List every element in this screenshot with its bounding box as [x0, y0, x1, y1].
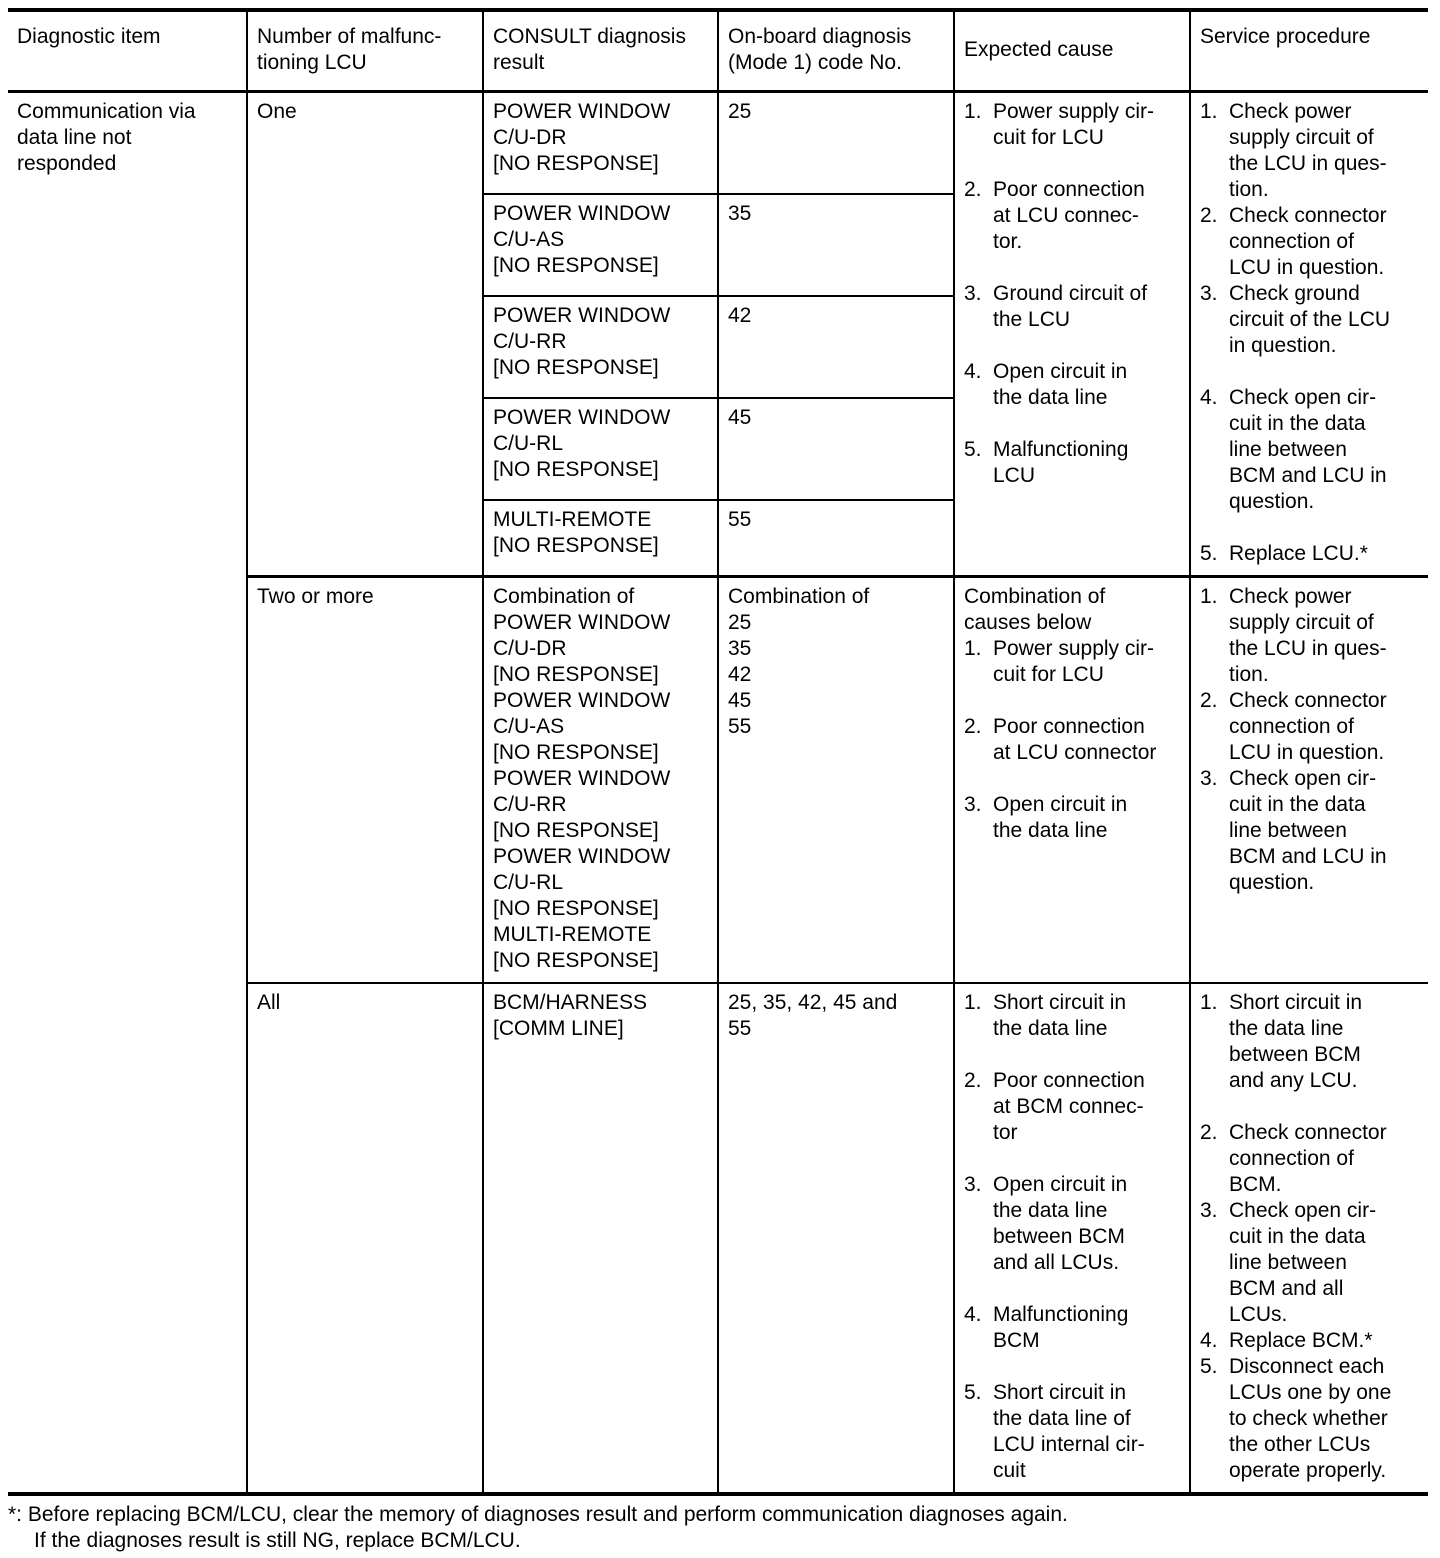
consult-result-cell: MULTI-REMOTE [NO RESPONSE]: [483, 500, 718, 577]
consult-result-cell: Combination of POWER WINDOW C/U-DR [NO RESPONSE] POWER WINDOW C/U-AS [NO RESPONSE] POWER WINDOW C/U-RR [NO RESPONSE] POWER WINDOW C/U-RL [NO RESPONSE] MULTI-REMOTE [NO RESPONSE]: [483, 577, 718, 984]
header-expected-cause: Expected cause: [954, 10, 1190, 92]
footnote-line-1: *: Before replacing BCM/LCU, clear the memory of diagnoses result and perform communication diagnoses again.: [8, 1503, 1068, 1526]
list-item: 2. Check connector connection of LCU in question.: [1200, 689, 1387, 764]
list-item: 1. Power supply cir- cuit for LCU: [964, 100, 1155, 149]
procedure-list: [1200, 99, 1420, 567]
lcu-count-one: One: [247, 92, 483, 577]
code-cell: 42: [718, 296, 954, 398]
header-number-lcu: Number of malfunc- tioning LCU: [247, 10, 483, 92]
cause-list: [964, 990, 1181, 1484]
header-service-procedure: Service procedure: [1190, 10, 1428, 92]
lcu-count-all: All: [247, 983, 483, 1494]
footnote: [8, 1502, 1428, 1554]
list-item: 4. Open circuit in the data line: [964, 360, 1128, 409]
expected-cause-cell: [954, 983, 1190, 1494]
list-item: 3. Check open cir- cuit in the data line between BCM and LCU in question.: [1200, 767, 1387, 894]
list-item: 5. Short circuit in the data line of LCU internal cir- cuit: [964, 1381, 1145, 1482]
code-cell: Combination of 25 35 42 45 55: [718, 577, 954, 984]
consult-result-cell: POWER WINDOW C/U-RR [NO RESPONSE]: [483, 296, 718, 398]
service-procedure-cell: [1190, 983, 1428, 1494]
list-item: 2. Poor connection at LCU connector: [964, 715, 1157, 764]
header-diagnostic-item: Diagnostic item: [8, 10, 247, 92]
document-page: [8, 8, 1428, 1554]
code-cell: 45: [718, 398, 954, 500]
expected-cause-cell: [954, 92, 1190, 577]
list-item: 5. Disconnect each LCUs one by one to check whether the other LCUs operate properly.: [1200, 1355, 1392, 1482]
list-item: 1. Check power supply circuit of the LCU in ques- tion.: [1200, 585, 1387, 686]
lcu-count-two: Two or more: [247, 577, 483, 984]
list-item: 4. Replace BCM.*: [1200, 1329, 1373, 1352]
list-item: 3. Check ground circuit of the LCU in question.: [1200, 282, 1391, 357]
list-item: 2. Poor connection at LCU connec- tor.: [964, 178, 1145, 253]
consult-result-cell: POWER WINDOW C/U-RL [NO RESPONSE]: [483, 398, 718, 500]
cause-list: [964, 636, 1181, 844]
cause-intro: Combination of causes below: [964, 585, 1106, 634]
service-procedure-cell: [1190, 577, 1428, 984]
consult-result-cell: POWER WINDOW C/U-DR [NO RESPONSE]: [483, 92, 718, 195]
code-cell: 25, 35, 42, 45 and 55: [718, 983, 954, 1494]
list-item: 2. Check connector connection of BCM.: [1200, 1121, 1387, 1196]
list-item: 1. Power supply cir- cuit for LCU: [964, 637, 1155, 686]
code-cell: 35: [718, 194, 954, 296]
footnote-line-2: If the diagnoses result is still NG, replace BCM/LCU.: [34, 1529, 521, 1552]
list-item: 1. Short circuit in the data line: [964, 991, 1127, 1040]
list-item: 5. Replace LCU.*: [1200, 542, 1368, 565]
diagnostic-item-cell: Communication via data line not responded: [8, 92, 247, 1495]
header-onboard-code: On-board diagnosis (Mode 1) code No.: [718, 10, 954, 92]
list-item: 3. Check open cir- cuit in the data line between BCM and all LCUs.: [1200, 1199, 1377, 1326]
consult-result-cell: POWER WINDOW C/U-AS [NO RESPONSE]: [483, 194, 718, 296]
table-row: [8, 92, 1428, 195]
service-procedure-cell: [1190, 92, 1428, 577]
code-cell: 55: [718, 500, 954, 577]
diagnosis-table: [8, 8, 1428, 1496]
list-item: 2. Check connector connection of LCU in question.: [1200, 204, 1387, 279]
header-row: [8, 10, 1428, 92]
list-item: 3. Open circuit in the data line: [964, 793, 1128, 842]
cause-list: [964, 99, 1181, 489]
list-item: 2. Poor connection at BCM connec- tor: [964, 1069, 1145, 1144]
expected-cause-cell: [954, 577, 1190, 984]
code-cell: 25: [718, 92, 954, 195]
list-item: 3. Open circuit in the data line between BCM and all LCUs.: [964, 1173, 1128, 1274]
procedure-list: [1200, 584, 1420, 896]
consult-result-cell: BCM/HARNESS [COMM LINE]: [483, 983, 718, 1494]
list-item: 3. Ground circuit of the LCU: [964, 282, 1148, 331]
list-item: 5. Malfunctioning LCU: [964, 438, 1129, 487]
list-item: 1. Short circuit in the data line between BCM and any LCU.: [1200, 991, 1363, 1092]
list-item: 1. Check power supply circuit of the LCU in ques- tion.: [1200, 100, 1387, 201]
header-consult-result: CONSULT diagnosis result: [483, 10, 718, 92]
list-item: 4. Malfunctioning BCM: [964, 1303, 1129, 1352]
procedure-list: [1200, 990, 1420, 1484]
list-item: 4. Check open cir- cuit in the data line between BCM and LCU in question.: [1200, 386, 1387, 513]
